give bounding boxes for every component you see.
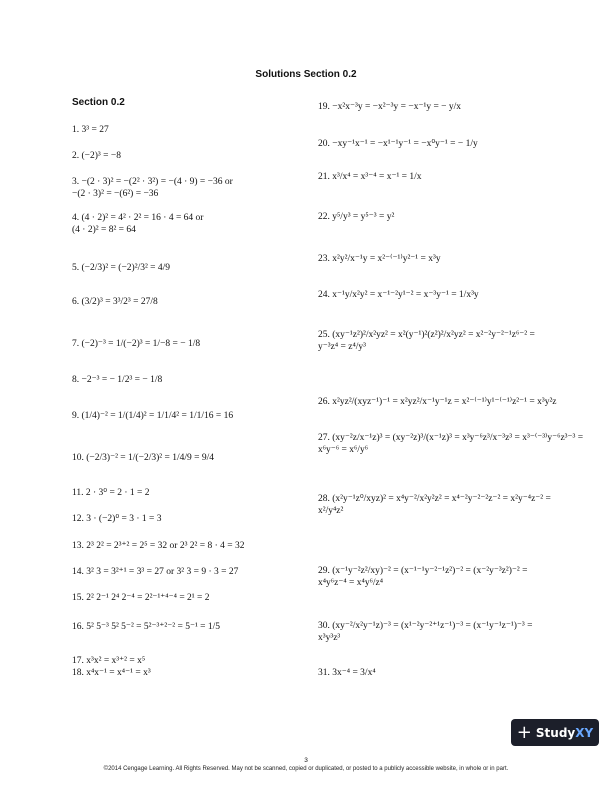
problem-item [318, 620, 533, 644]
problem-line: 15. 2² 2⁻¹ 2⁴ 2⁻⁴ = 2²⁻¹⁺⁴⁻⁴ = 2¹ = 2 [72, 593, 210, 603]
problem-item [72, 655, 151, 679]
problem-item [72, 150, 121, 162]
problem-line: 26. x²yz²/(xyz⁻¹)⁻¹ = x²yz²/x⁻¹y⁻¹z = x²⁻⁽⁻¹⁾y¹⁻⁽⁻¹⁾z²⁻¹ = x³y²z [318, 397, 557, 407]
problem-item [318, 493, 551, 517]
problem-line: 19. −x²x⁻³y = −x²⁻³y = −x⁻¹y = − y/x [318, 102, 462, 112]
problem-item [72, 487, 150, 499]
brand-part-a: Study [535, 725, 576, 740]
problem-line: 4. (4 · 2)² = 4² · 2² = 16 · 4 = 64 or [72, 213, 204, 223]
problem-line: 20. −xy⁻¹x⁻¹ = −x¹⁻¹y⁻¹ = −x⁰y⁻¹ = − 1/y [318, 139, 478, 149]
problem-item [318, 253, 441, 265]
problem-line: 31. 3x⁻⁴ = 3/x⁴ [318, 668, 376, 678]
studyxy-badge[interactable] [511, 719, 599, 746]
problem-line: 11. 2 · 3⁰ = 2 · 1 = 2 [72, 488, 150, 498]
problem-item [318, 667, 376, 679]
problem-line: 14. 3² 3 = 3²⁺¹ = 3³ = 27 or 3² 3 = 9 · 3 = 27 [72, 567, 239, 577]
problem-line: 6. (3/2)³ = 3³/2³ = 27/8 [72, 297, 158, 307]
problem-line: 10. (−2/3)⁻² = 1/(−2/3)² = 1/4/9 = 9/4 [72, 453, 214, 463]
page-number: 3 [304, 757, 308, 764]
problem-line: 24. x⁻¹y/x²y² = x⁻¹⁻²y¹⁻² = x⁻³y⁻¹ = 1/x³y [318, 290, 479, 300]
problem-line: 13. 2³ 2² = 2³⁺² = 2⁵ = 32 or 2³ 2² = 8 · 4 = 32 [72, 541, 245, 551]
problem-line: 18. x⁴x⁻¹ = x⁴⁻¹ = x³ [72, 668, 151, 678]
problem-item [72, 124, 109, 136]
problem-item [318, 329, 535, 353]
problem-item [72, 513, 162, 525]
problem-line: 21. x³/x⁴ = x³⁻⁴ = x⁻¹ = 1/x [318, 172, 422, 182]
problem-item [318, 396, 557, 408]
problem-line: 30. (xy⁻²/x²y⁻¹z)⁻³ = (x¹⁻²y⁻²⁺¹z⁻¹)⁻³ = (x⁻¹y⁻¹z⁻¹)⁻³ = [318, 621, 533, 631]
problem-line: 23. x²y²/x⁻¹y = x²⁻⁽⁻¹⁾y²⁻¹ = x³y [318, 254, 441, 264]
problem-line: 28. (x²y⁻¹z⁰/xyz)² = x⁴y⁻²/x²y²z² = x⁴⁻²y⁻²⁻²z⁻² = x²y⁻⁴z⁻² = [318, 494, 551, 504]
problem-item [318, 565, 528, 589]
problem-item [318, 138, 478, 150]
problem-item [72, 212, 203, 236]
copyright-notice: ©2014 Cengage Learning. All Rights Reserved. May not be scanned, copied or duplicated, or posted to a publicly accessible website, in whole or in part. [103, 766, 509, 772]
problem-line: x⁶y⁻⁶ = x⁶/y⁶ [318, 445, 369, 455]
problem-line: 16. 5² 5⁻³ 5² 5⁻² = 5²⁻³⁺²⁻² = 5⁻¹ = 1/5 [72, 622, 221, 632]
problem-item [318, 211, 394, 223]
problem-line: (4 · 2)² = 8² = 64 [72, 225, 136, 235]
problem-line: −(2 · 3)² = −(6²) = −36 [72, 189, 159, 199]
problem-line: 2. (−2)³ = −8 [72, 151, 121, 161]
problem-item [72, 566, 238, 578]
problem-line: x³y³z³ [318, 633, 341, 643]
problem-line: 7. (−2)⁻³ = 1/(−2)³ = 1/−8 = − 1/8 [72, 339, 201, 349]
problem-line: 8. −2⁻³ = − 1/2³ = − 1/8 [72, 375, 163, 385]
problem-item [72, 452, 214, 464]
problem-line: 22. y⁵/y³ = y⁵⁻³ = y² [318, 212, 395, 222]
problem-item [318, 101, 461, 113]
problem-line: 25. (xy⁻¹z²)²/x²yz² = x²(y⁻¹)²(z²)²/x²yz² = x²⁻²y⁻²⁻¹z⁶⁻² = [318, 330, 535, 340]
problem-line: 9. (1/4)⁻² = 1/(1/4)² = 1/1/4² = 1/1/16 = 16 [72, 411, 234, 421]
problem-line: 1. 3³ = 27 [72, 125, 109, 135]
problem-line: y⁻³z⁴ = z⁴/y³ [318, 342, 367, 352]
brand-part-b: XY [575, 725, 594, 740]
problem-line: 3. −(2 · 3)² = −(2² · 3²) = −(4 · 9) = −36 or [72, 177, 233, 187]
problem-line: 17. x³x² = x³⁺² = x⁵ [72, 656, 146, 666]
problem-item [72, 338, 200, 350]
problem-item [72, 374, 162, 386]
problem-item [72, 262, 170, 274]
problem-line: x⁴y⁶z⁻⁴ = x⁴y⁶/z⁴ [318, 578, 384, 588]
problem-line: 5. (−2/3)² = (−2)²/3² = 4/9 [72, 263, 171, 273]
page-title: Solutions Section 0.2 [255, 69, 357, 80]
problem-item [72, 176, 233, 200]
section-heading: Section 0.2 [72, 97, 125, 108]
problem-line: 27. (xy⁻²z/x⁻¹z)³ = (xy⁻²z)³/(x⁻¹z)³ = x³y⁻⁶z³/x⁻³z³ = x³⁻⁽⁻³⁾y⁻⁶z³⁻³ = [318, 433, 584, 443]
problem-item [72, 296, 158, 308]
problem-item [72, 540, 245, 552]
problem-line: 12. 3 · (−2)⁰ = 3 · 1 = 3 [72, 514, 162, 524]
problem-item [318, 432, 583, 456]
problem-item [72, 621, 220, 633]
problem-line: x²/y⁴z² [318, 506, 344, 516]
problem-item [72, 592, 210, 604]
problem-item [318, 289, 479, 301]
plus-icon: + [516, 721, 532, 743]
problem-line: 29. (x⁻¹y⁻²z²/xy)⁻² = (x⁻¹⁻¹y⁻²⁻¹z²)⁻² = (x⁻²y⁻³z²)⁻² = [318, 566, 528, 576]
brand-name [536, 726, 593, 740]
problem-item [72, 410, 233, 422]
problem-item [318, 171, 422, 183]
